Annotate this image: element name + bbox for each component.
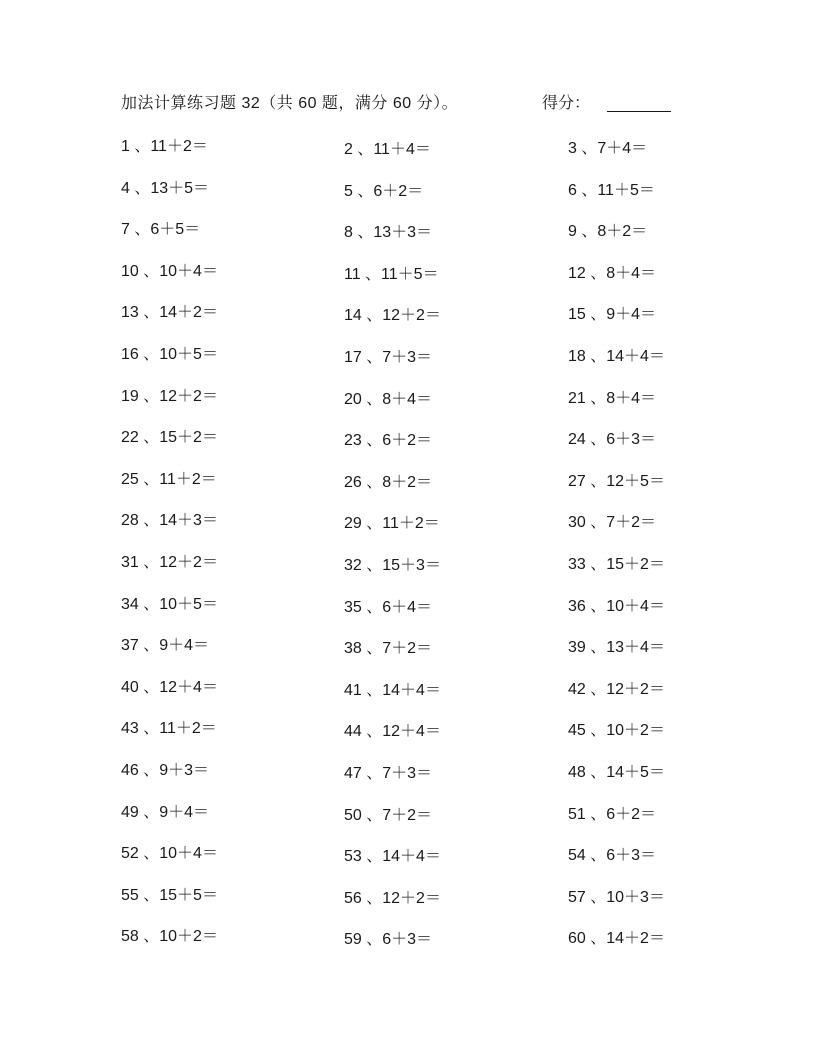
problem-item: 38 、7＋2＝ [344, 640, 433, 658]
problem-item: 41 、14＋4＝ [344, 681, 441, 699]
problem-item: 58 、10＋2＝ [121, 928, 218, 946]
problem-item: 43 、11＋2＝ [121, 720, 217, 738]
problem-item: 48 、14＋5＝ [568, 763, 665, 781]
problem-item: 19 、12＋2＝ [121, 387, 218, 405]
problem-item: 10 、10＋4＝ [121, 262, 218, 280]
problem-item: 24 、6＋3＝ [568, 431, 657, 449]
problem-item: 53 、14＋4＝ [344, 848, 441, 866]
problem-item: 52 、10＋4＝ [121, 845, 218, 863]
problem-item: 23 、6＋2＝ [344, 432, 433, 450]
problem-item: 26 、8＋2＝ [344, 473, 433, 491]
problem-item: 2 、11＋4＝ [344, 141, 431, 158]
problem-item: 32 、15＋3＝ [344, 556, 441, 574]
problem-item: 60 、14＋2＝ [568, 930, 665, 948]
problem-item: 7 、6＋5＝ [121, 221, 201, 239]
problem-item: 59 、6＋3＝ [344, 931, 433, 949]
problem-item: 6 、11＋5＝ [568, 181, 655, 199]
problem-item: 14 、12＋2＝ [344, 307, 441, 325]
problem-item: 35 、6＋4＝ [344, 598, 433, 616]
problem-item: 56 、12＋2＝ [344, 889, 441, 907]
problem-item: 39 、13＋4＝ [568, 639, 665, 657]
problem-grid [121, 133, 721, 965]
problem-item: 34 、10＋5＝ [121, 595, 218, 613]
problem-item: 45 、10＋2＝ [568, 722, 665, 740]
problem-item: 51 、6＋2＝ [568, 805, 657, 823]
problem-item: 3 、7＋4＝ [568, 140, 648, 157]
problem-item: 55 、15＋5＝ [121, 886, 218, 904]
problem-item: 57 、10＋3＝ [568, 888, 665, 906]
problem-item: 9 、8＋2＝ [568, 223, 648, 241]
problem-item: 12 、8＋4＝ [568, 264, 657, 282]
problem-item: 25 、11＋2＝ [121, 470, 217, 488]
problem-item: 47 、7＋3＝ [344, 764, 433, 782]
problem-item: 54 、6＋3＝ [568, 847, 657, 865]
problem-item: 17 、7＋3＝ [344, 348, 433, 366]
problem-item: 22 、15＋2＝ [121, 429, 218, 447]
problem-item: 21 、8＋4＝ [568, 389, 657, 407]
problem-item: 44 、12＋4＝ [344, 723, 441, 741]
problem-item: 30 、7＋2＝ [568, 514, 657, 532]
problem-item: 49 、9＋4＝ [121, 803, 210, 821]
problem-item: 40 、12＋4＝ [121, 678, 218, 696]
problem-item: 11 、11＋5＝ [344, 265, 439, 283]
problem-item: 18 、14＋4＝ [568, 347, 665, 365]
problem-item: 37 、9＋4＝ [121, 637, 210, 655]
problem-item: 5 、6＋2＝ [344, 182, 424, 200]
problem-item: 4 、13＋5＝ [121, 179, 210, 197]
problem-item: 36 、10＋4＝ [568, 597, 665, 615]
problem-item: 15 、9＋4＝ [568, 306, 657, 324]
score-label: 得分： [542, 95, 591, 112]
problem-item: 27 、12＋5＝ [568, 472, 665, 490]
problem-item: 16 、10＋5＝ [121, 345, 218, 363]
problem-item: 42 、12＋2＝ [568, 680, 665, 698]
score-blank-line [607, 111, 671, 112]
problem-item: 31 、12＋2＝ [121, 553, 218, 571]
problem-item: 1 、11＋2＝ [121, 138, 208, 155]
problem-item: 28 、14＋3＝ [121, 512, 218, 530]
problem-item: 33 、15＋2＝ [568, 555, 665, 573]
problem-item: 29 、11＋2＝ [344, 515, 440, 533]
worksheet-title: 加法计算练习题 32（共 60 题，满分 60 分）。 [121, 95, 459, 112]
problem-item: 46 、9＋3＝ [121, 761, 210, 779]
problem-item: 8 、13＋3＝ [344, 224, 433, 242]
problem-item: 13 、14＋2＝ [121, 304, 218, 322]
problem-item: 20 、8＋4＝ [344, 390, 433, 408]
problem-item: 50 、7＋2＝ [344, 806, 433, 824]
